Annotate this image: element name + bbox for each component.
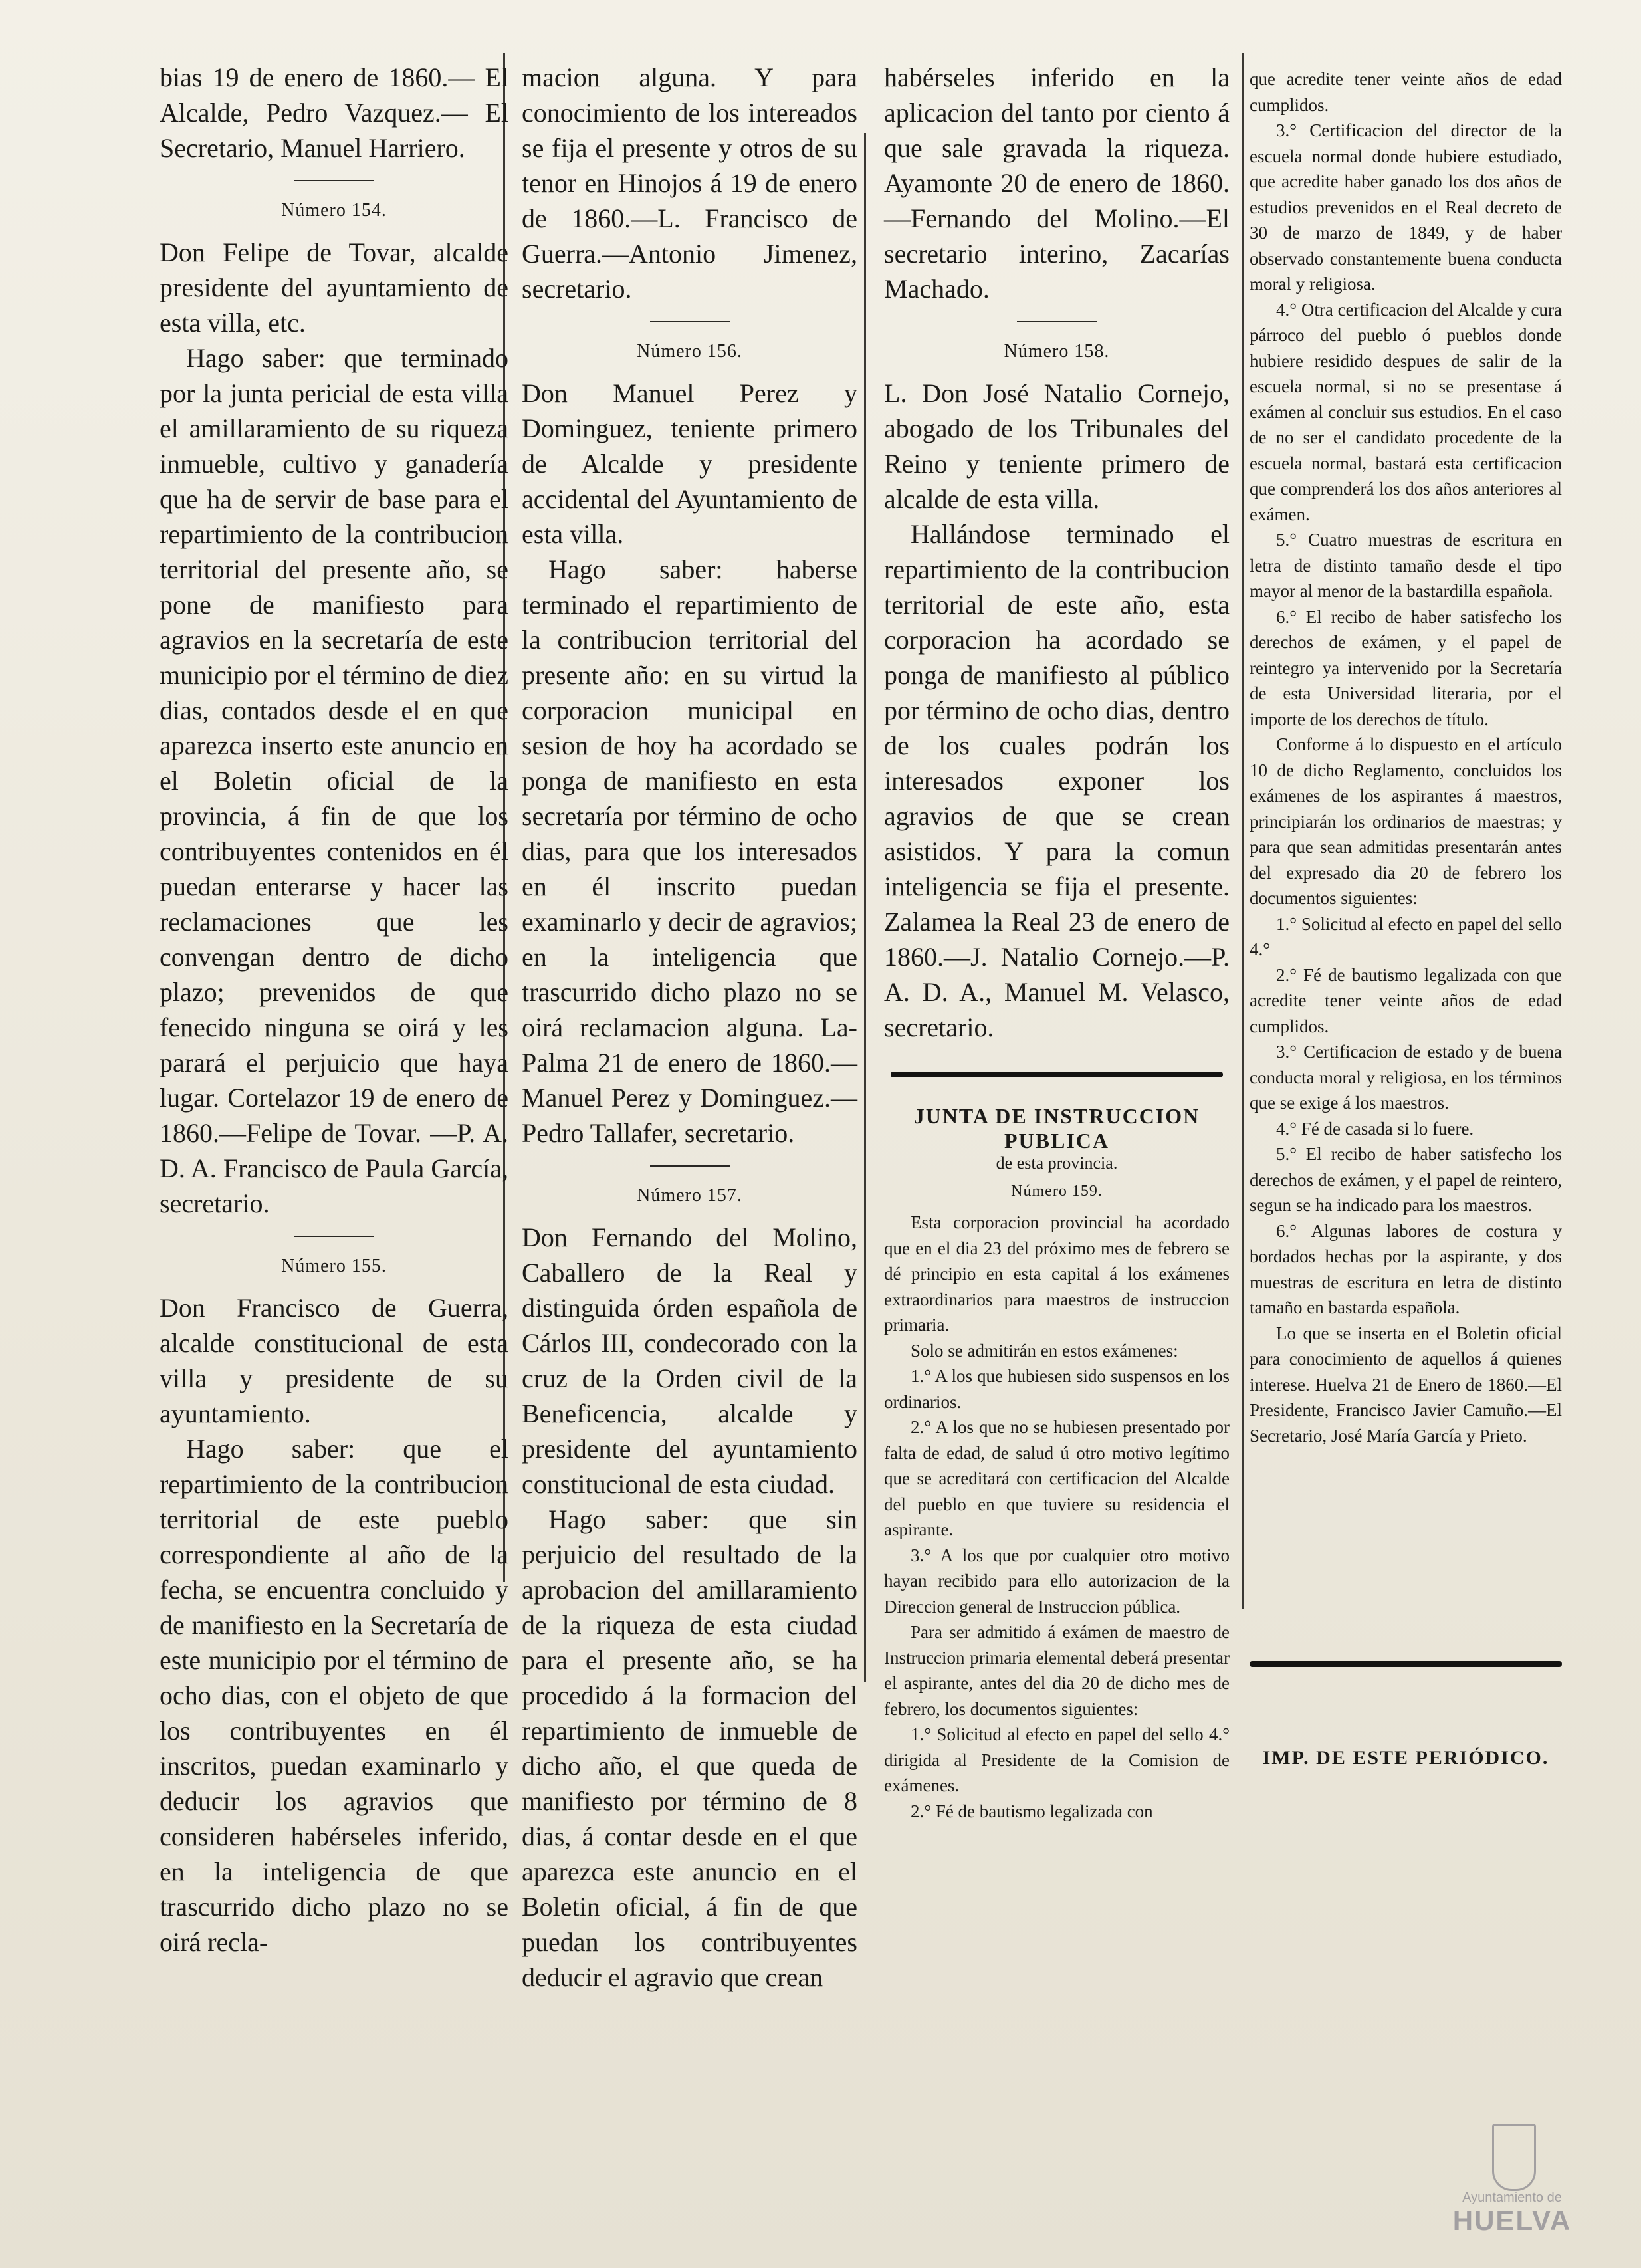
notice-159-cont-1: que acredite tener veinte años de edad cumplidos. [1250,69,1562,115]
notice-159-item-1: 1.° A los que hubiesen sido suspensos en los ordinarios. [884,1366,1230,1412]
column-rule-3 [1242,53,1244,1609]
notice-159-m-doc-4: 4.° Fé de casada si lo fuere. [1276,1118,1474,1139]
notice-157-ending: habérseles inferido en la aplicacion del tanto por ciento á que sale gravada la riqueza. Ayamonte 20 de enero de 1860.—Fernando del Molino.—El secretario interino, Zacarías Machado. [884,62,1230,304]
separator-rule [1017,321,1097,322]
notice-number-157: Número 157. [637,1185,742,1206]
notice-159-closing: Lo que se inserta en el Boletin oficial para conocimiento de aquellos á quienes interese. Huelva 21 de Enero de 1860.—El Presidente, Francisco Javier Camuño.—El Secretario, José María García y Prieto. [1250,1323,1562,1446]
notice-159-m-doc-3: 3.° Certificacion de estado y de buena conducta moral y religiosa, en los términos que se exige á los maestros. [1250,1042,1562,1113]
notice-ending-1: bias 19 de enero de 1860.— El Alcalde, Pedro Vazquez.— El Secretario, Manuel Harriero. [160,62,508,163]
notice-158-body: Hallándose terminado el repartimiento de la contribucion territorial de este año, esta corporacion ha acordado se ponga de manifiesto al público por término de ocho dias, dentro de los cuales podrán los interesados exponer los agravios de que se crean asistidos. Y para la comun inteligencia se fija el presente. Zalamea la Real 23 de enero de 1860.—J. Natalio Cornejo.—P. A. D. A., Manuel M. Velasco, secretario. [884,519,1230,1042]
notice-159-m-doc-6: 6.° Algunas labores de costura y bordados hechas por la aspirante, y dos muestras de escritura en letra de distinto tamaño en bastarda española. [1250,1220,1562,1317]
notice-number-158: Número 158. [1004,341,1110,362]
section-subheading: de esta provincia. [996,1153,1118,1173]
notice-159-intro: Esta corporacion provincial ha acordado que en el dia 23 del próximo mes de febrero se dé principio en esta capital á los exámenes extraordinarios para maestros de instruccion primaria. [884,1212,1230,1335]
notice-155-ending: macion alguna. Y para conocimiento de los intereados se fija el presente y otros de su tenor en Hinojos á 19 de enero de 1860.—L. Francisco de Guerra.—Antonio Jimenez, secretario. [522,62,857,304]
separator-rule [650,1165,730,1167]
column-4 [1250,66,1562,1769]
separator-rule [294,180,374,181]
notice-159-maestras: Conforme á lo dispuesto en el artículo 10 de dicho Reglamento, concluidos los exámenes de los aspirantes á maestros, principiarán los ordinarios de maestras; y para que sean admitidas presentarán antes del expresado dia 20 de febrero los documentos siguientes: [1250,735,1562,908]
column-1 [160,60,508,1960]
notice-159-doc-4: 4.° Otra certificacion del Alcalde y cura párroco del pueblo ó pueblos donde hubiere residido despues de salir de la escuela normal, si no se presentase á exámen al concluir sus estudios. En el caso de no ser el candidato procedente de la escuela normal, bastará esta certificacion que comprenderá los dos años anteriores al exámen. [1250,299,1562,524]
notice-159-item-3: 3.° A los que por cualquier otro motivo hayan recibido para ello autorizacion de la Direccion general de Instruccion pública. [884,1545,1230,1617]
notice-number-159: Número 159. [1011,1183,1103,1200]
notice-number-156: Número 156. [637,341,742,362]
separator-rule [294,1236,374,1237]
notice-159-admit: Solo se admitirán en estos exámenes: [911,1340,1178,1361]
notice-158-heading: L. Don José Natalio Cornejo, abogado de los Tribunales del Reino y teniente primero de alcalde de esta villa. [884,378,1230,514]
notice-155-heading: Don Francisco de Guerra, alcalde constitucional de esta villa y presidente de su ayuntamiento. [160,1293,508,1428]
column-rule-2 [864,133,866,1682]
notice-159-doc-1: 1.° Solicitud al efecto en papel del sello 4.° dirigida al Presidente de la Comision de exámenes. [884,1724,1230,1795]
notice-159-doc-3: 3.° Certificacion del director de la escuela normal donde hubiere estudiado, que acredite haber ganado los dos años de estudios prevenidos en el Real decreto de 30 de marzo de 1849, y de haber observado constantemente buena conducta moral y religiosa. [1250,120,1562,294]
notice-159-m-doc-5: 5.° El recibo de haber satisfecho los derechos de exámen, y el papel de reintero, segun se ha indicado para los maestros. [1250,1144,1562,1215]
section-heading: JUNTA DE INSTRUCCION PUBLICA [913,1104,1200,1153]
notice-159-requirements: Para ser admitido á exámen de maestro de Instruccion primaria elemental deberá presentar el aspirante, antes del dia 20 de dicho mes de febrero, los documentos siguientes: [884,1622,1230,1719]
end-divider [1250,1661,1562,1667]
printer-imprint: IMP. DE ESTE PERIÓDICO. [1262,1747,1549,1769]
notice-154-body: Hago saber: que terminado por la junta pericial de esta villa el amillaramiento de su riqueza inmueble, cultivo y ganadería que ha de servir de base para el repartimiento de la contribucion territorial del presente año, se pone de manifiesto para agravios en la secretaría de este municipio por el término de diez dias, contados desde el en que aparezca inserto este anuncio en el Boletin oficial de la provincia, á fin de que los contribuyentes contenidos en él puedan enterarse y hacer las reclamaciones que les convengan dentro de dicho plazo; prevenidos de que fenecido ninguna se oirá y les parará el perjuicio que haya lugar. Cortelazor 19 de enero de 1860.—Felipe de Tovar. —P. A. D. A. Francisco de Paula García, secretario. [160,343,508,1218]
notice-159-doc-5: 5.° Cuatro muestras de escritura en letra de distinto tamaño desde el tipo mayor al menor de la bastardilla española. [1250,530,1562,601]
notice-156-body: Hago saber: haberse terminado el repartimiento de la contribucion territorial del presente año: en su virtud la corporacion municipal en sesion de hoy ha acordado se ponga de manifiesto en esta secretaría por término de ocho dias, para que los interesados en él inscrito puedan examinarlo y decir de agravios; en la inteligencia que trascurrido dicho plazo no se oirá reclamacion alguna. La-Palma 21 de enero de 1860.—Manuel Perez y Dominguez.— Pedro Tallafer, secretario. [522,554,857,1148]
column-2 [522,60,857,1995]
separator-rule [650,321,730,322]
huelva-logo [1446,2124,1579,2243]
section-divider [891,1072,1223,1077]
column-3 [884,60,1230,1824]
notice-159-m-doc-2: 2.° Fé de bautismo legalizada con que acredite tener veinte años de edad cumplidos. [1250,964,1562,1036]
notice-159-item-2: 2.° A los que no se hubiesen presentado por falta de edad, de salud ú otro motivo legítimo que se acreditará con certificacion del Alcalde del pueblo en que tuviere su residencia el aspirante. [884,1417,1230,1539]
notice-159-doc-6: 6.° El recibo de haber satisfecho los derechos de exámen, y el papel de reintegro ya intervenido por la Secretaría de esta Universidad literaria, por el importe de los derechos de título. [1250,606,1562,729]
notice-157-heading: Don Fernando del Molino, Caballero de la Real y distinguida órden española de Cárlos III, condecorado con la cruz de la Orden civil de la Beneficencia, alcalde y presidente del ayuntamiento constitucional de esta ciudad. [522,1222,857,1499]
notice-157-body: Hago saber: que sin perjuicio del resultado de la aprobacion del amillaramiento de la riqueza de esta ciudad para el presente año, se ha procedido á la formacion del repartimiento de inmueble de dicho año, el que queda de manifiesto por término de 8 dias, á contar desde en el que aparezca este anuncio en el Boletin oficial, á fin de que puedan los contribuyentes deducir el agravio que crean [522,1504,857,1992]
logo-text-line-2: HUELVA [1452,2205,1572,2236]
notice-number-154: Número 154. [281,200,387,221]
notice-159-m-doc-1: 1.° Solicitud al efecto en papel del sello 4.° [1250,913,1562,959]
notice-159-doc-2: 2.° Fé de bautismo legalizada con [911,1801,1153,1821]
coat-of-arms-icon [1492,2124,1536,2191]
notice-number-155: Número 155. [281,1256,387,1276]
notice-154-heading: Don Felipe de Tovar, alcalde presidente del ayuntamiento de esta villa, etc. [160,237,508,338]
notice-156-heading: Don Manuel Perez y Dominguez, teniente primero de Alcalde y presidente accidental del Ayuntamiento de esta villa. [522,378,857,549]
notice-155-body: Hago saber: que el repartimiento de la contribucion territorial de este pueblo correspondiente al año de la fecha, se encuentra concluido y de manifiesto en la Secretaría de este municipio por el término de ocho dias, con el objeto de que los contribuyentes en él inscritos, puedan examinarlo y deducir los agravios que consideren habérseles inferido, en la inteligencia de que trascurrido dicho plazo no se oirá recla- [160,1434,508,1957]
logo-text-line-1: Ayuntamiento de [1462,2190,1562,2205]
